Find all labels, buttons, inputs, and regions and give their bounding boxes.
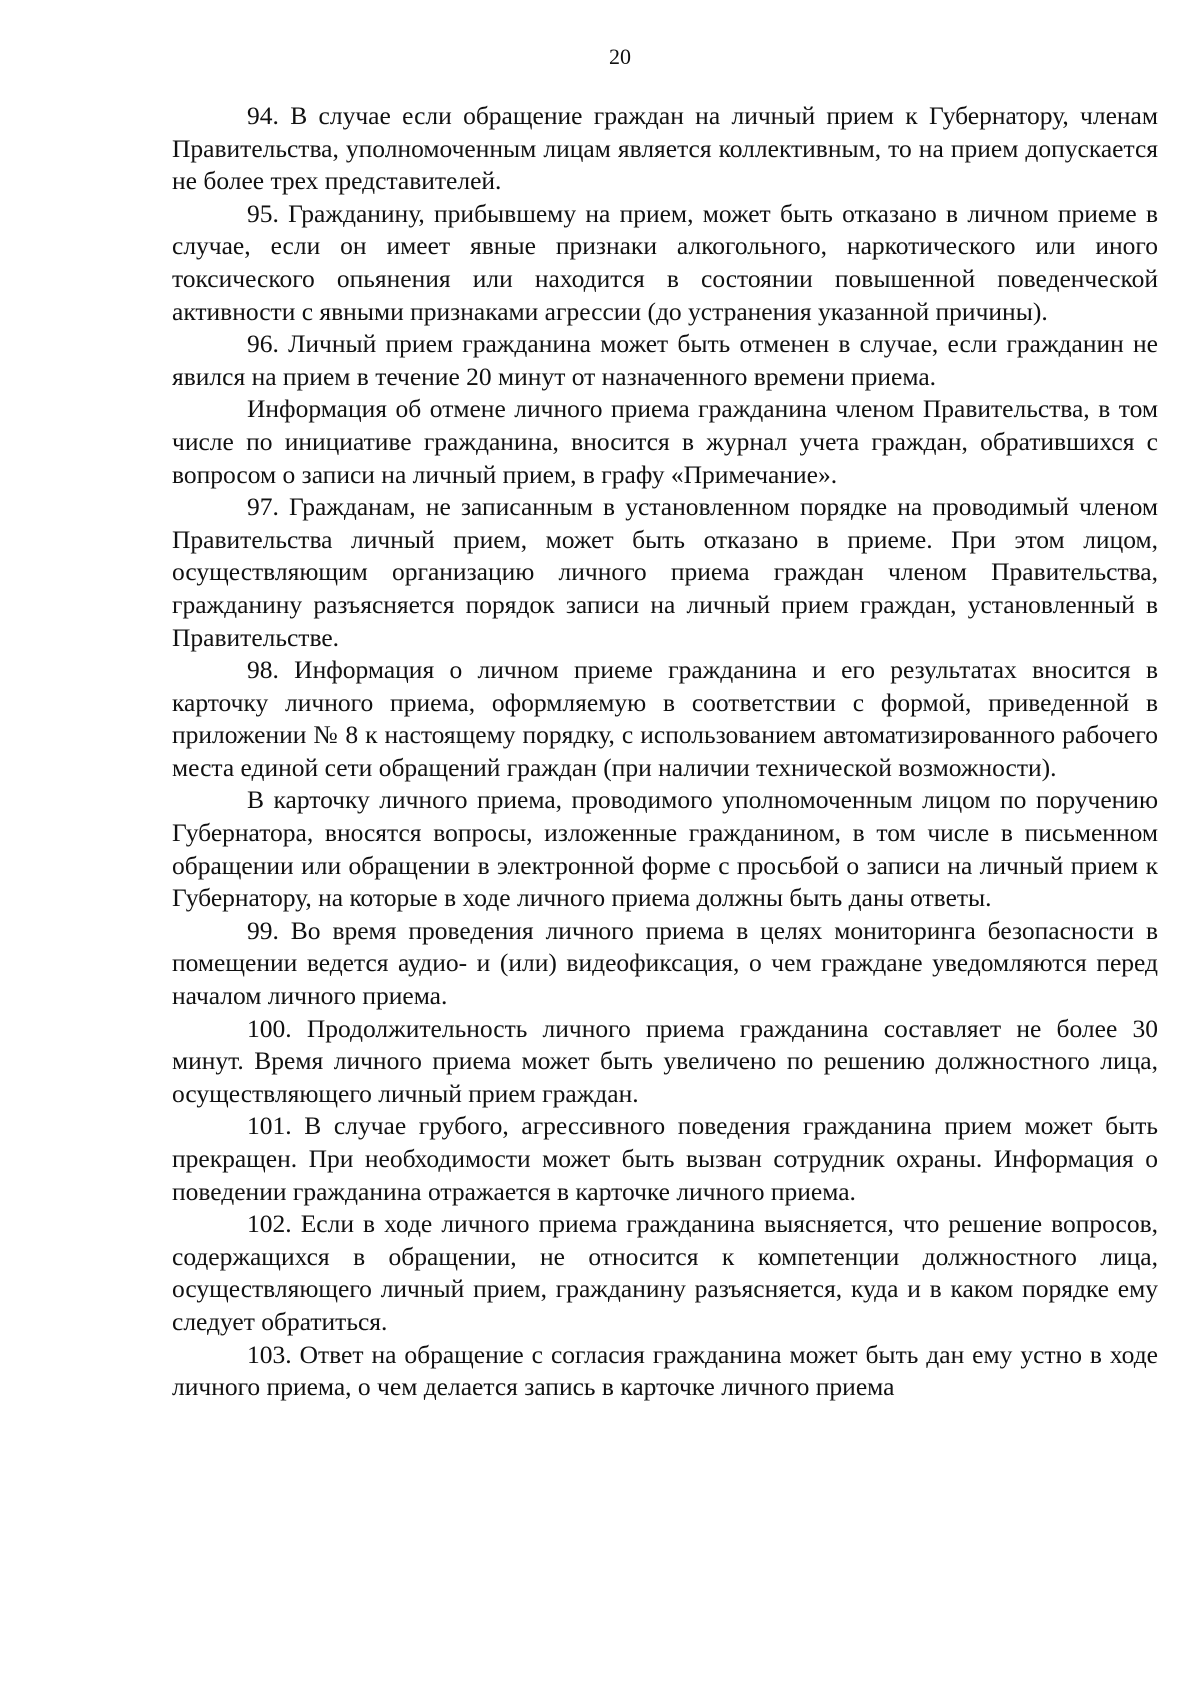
paragraph-94: 94. В случае если обращение граждан на личный прием к Губернатору, членам Правительства, уполномоченным лицам является коллективным, то на прием допускается не более трех представителей. xyxy=(172,101,1158,196)
paragraph-95: 95. Гражданину, прибывшему на прием, может быть отказано в личном приеме в случае, если он имеет явные признаки алкогольного, наркотического или иного токсического опьянения или находится в состоянии повышенной поведенческой активности с явными признаками агрессии (до устранения указанной причины). xyxy=(172,198,1158,326)
paragraph-97: 97. Гражданам, не записанным в установленном порядке на проводимый членом Правительства личный прием, может быть отказано в приеме. При этом лицом, осуществляющим организацию личного приема граждан членом Правительства, гражданину разъясняется порядок записи на личный прием граждан, установленный в Правительстве. xyxy=(172,492,1158,652)
page-number: 20 xyxy=(609,44,631,69)
paragraph-99: 99. Во время проведения личного приема в целях мониторинга безопасности в помещении ведется аудио- и (или) видеофиксация, о чем граждане уведомляются перед началом личного приема. xyxy=(172,915,1158,1011)
paragraph-101: 101. В случае грубого, агрессивного поведения гражданина прием может быть прекращен. При необходимости может быть вызван сотрудник охраны. Информация о поведении гражданина отражается в карточке личного приема. xyxy=(172,1111,1158,1206)
paragraph-96-info: Информация об отмене личного приема гражданина членом Правительства, в том числе по инициативе гражданина, вносится в журнал учета граждан, обратившихся с вопросом о записи на личный прием, в графу «Примечание». xyxy=(172,394,1158,489)
paragraph-100: 100. Продолжительность личного приема гражданина составляет не более 30 минут. Время личного приема может быть увеличено по решению должностного лица, осуществляющего личный прием граждан. xyxy=(172,1013,1158,1108)
paragraph-98-card: В карточку личного приема, проводимого уполномоченным лицом по поручению Губернатора, вносятся вопросы, изложенные гражданином, в том числе в письменном обращении или обращении в электронной форме с просьбой о записи на личный прием к Губернатору, на которые в ходе личного приема должны быть даны ответы. xyxy=(172,785,1158,913)
paragraph-103: 103. Ответ на обращение с согласия гражданина может быть дан ему устно в ходе личного приема, о чем делается запись в карточке личного приема xyxy=(172,1339,1158,1402)
document-body xyxy=(172,100,1158,1404)
paragraph-102: 102. Если в ходе личного приема гражданина выясняется, что решение вопросов, содержащихся в обращении, не относится к компетенции должностного лица, осуществляющего личный прием, гражданину разъясняется, куда и в каком порядке ему следует обратиться. xyxy=(172,1209,1158,1336)
paragraph-96: 96. Личный прием гражданина может быть отменен в случае, если гражданин не явился на прием в течение 20 минут от назначенного времени приема. xyxy=(172,329,1158,391)
paragraph-98: 98. Информация о личном приеме гражданина и его результатах вносится в карточку личного приема, оформляемую в соответствии с формой, приведенной в приложении № 8 к настоящему порядку, с использованием автоматизированного рабочего места единой сети обращений граждан (при наличии технической возможности). xyxy=(172,655,1158,782)
